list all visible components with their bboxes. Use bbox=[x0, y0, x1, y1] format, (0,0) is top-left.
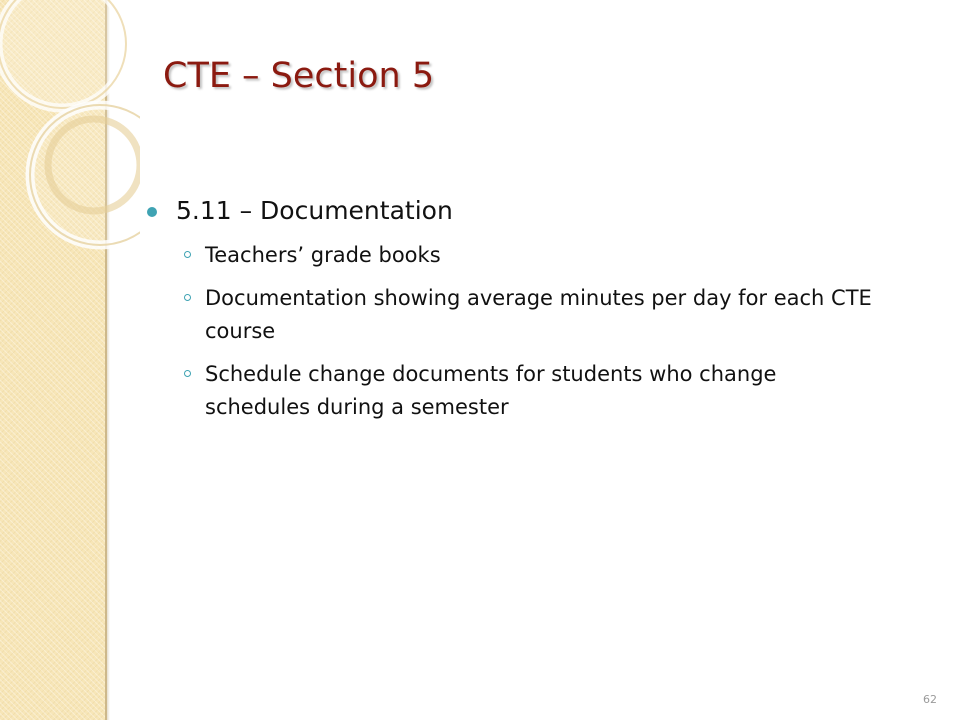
list-item bbox=[147, 239, 887, 272]
hollow-ring-bullet-icon bbox=[184, 370, 191, 377]
sub-bullet-list bbox=[147, 239, 887, 424]
list-item-text: Teachers’ grade books bbox=[205, 243, 441, 267]
list-item-text: Documentation showing average minutes per day for each CTE course bbox=[205, 286, 872, 343]
list-item bbox=[147, 282, 887, 348]
hollow-ring-bullet-icon bbox=[184, 251, 191, 258]
section-heading-text: 5.11 – Documentation bbox=[176, 196, 453, 225]
decorative-circles-icon bbox=[0, 0, 140, 260]
hollow-ring-bullet-icon bbox=[184, 294, 191, 301]
page-number: 62 bbox=[923, 693, 937, 706]
filled-circle-bullet-icon bbox=[147, 207, 157, 217]
slide-content bbox=[147, 193, 887, 434]
level1-bullet-item bbox=[147, 193, 887, 229]
list-item-text: Schedule change documents for students who change schedules during a semester bbox=[205, 362, 777, 419]
slide-title: CTE – Section 5 bbox=[163, 56, 435, 96]
list-item bbox=[147, 358, 887, 424]
